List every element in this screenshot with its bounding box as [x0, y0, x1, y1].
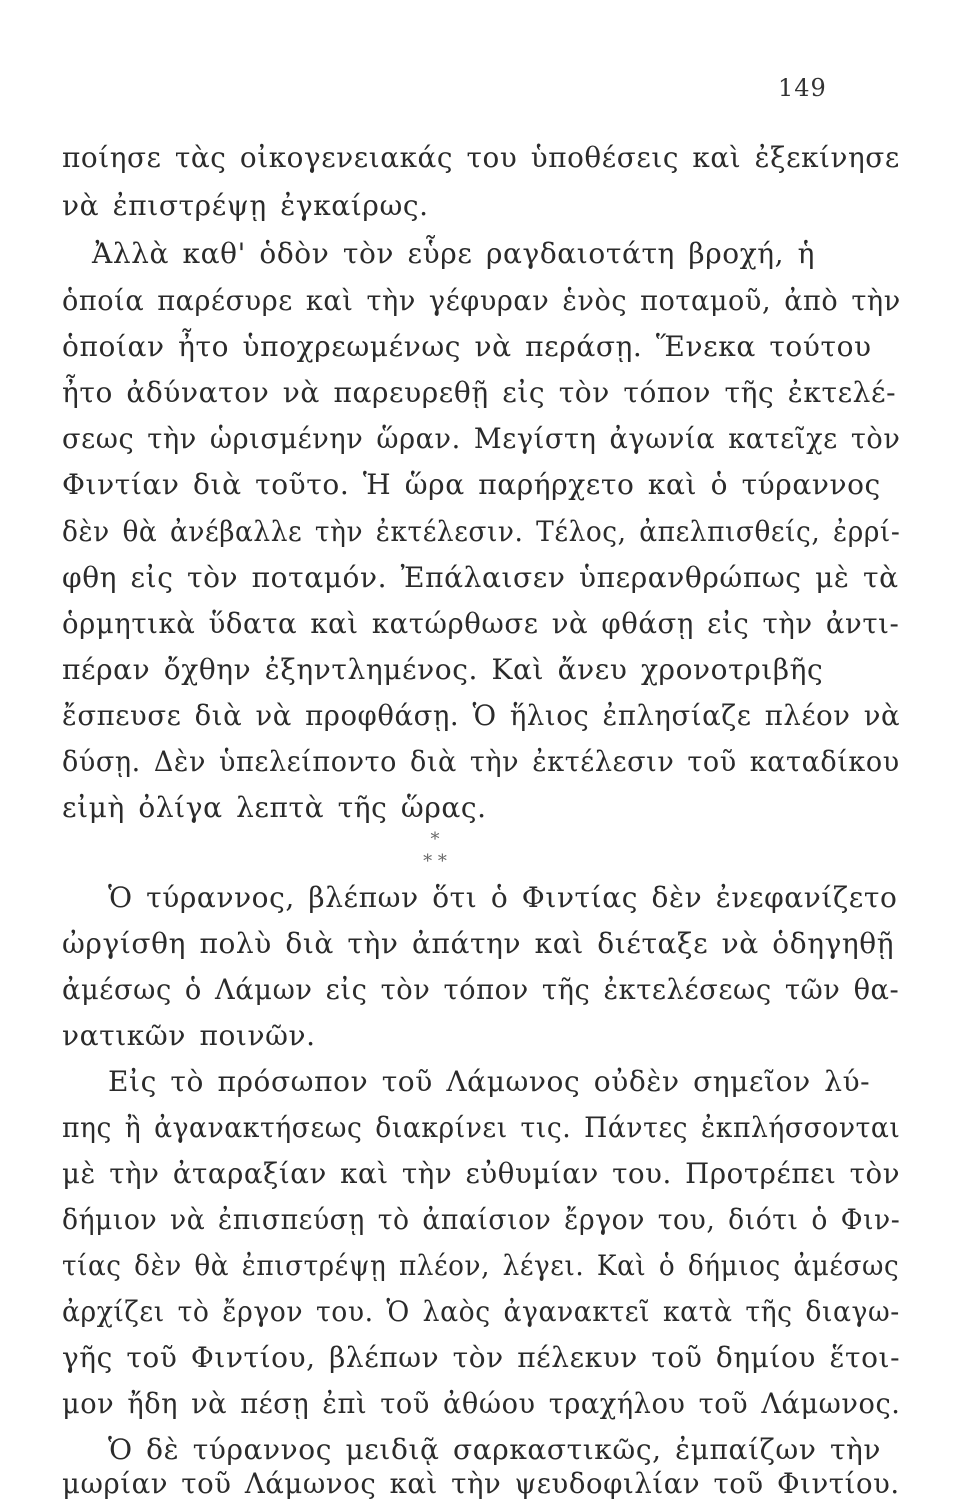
text-line: φθη εἰς τὸν ποταμόν. Ἐπάλαισεν ὑπερανθρώπως μὲ τὰ — [62, 561, 899, 594]
text-line: δὲν θὰ ἀνέβαλλε τὴν ἐκτέλεσιν. Τέλος, ἀπελπισθείς, ἐρρί- — [62, 515, 901, 548]
text-line: μὲ τὴν ἀταραξίαν καὶ τὴν εὐθυμίαν του. Προτρέπει τὸν — [62, 1157, 901, 1190]
text-line: ὁποίαν ἦτο ὑποχρεωμένως νὰ περάσῃ. Ἕνεκα τούτου — [62, 330, 872, 363]
text-line: τίας δὲν θὰ ἐπιστρέψῃ πλέον, λέγει. Καὶ ὁ δήμιος ἀμέσως — [62, 1249, 900, 1282]
text-line: ποίησε τὰς οἰκογενειακάς του ὑποθέσεις καὶ ἐξεκίνησε — [62, 141, 900, 174]
text-line: Εἰς τὸ πρόσωπον τοῦ Λάμωνος οὐδὲν σημεῖον λύ- — [108, 1065, 871, 1098]
text-line: γῆς τοῦ Φιντίου, βλέπων τὸν πέλεκυν τοῦ δημίου ἕτοι- — [62, 1341, 901, 1374]
text-line: μον ἤδη νὰ πέσῃ ἐπὶ τοῦ ἀθώου τραχήλου τοῦ Λάμωνος. — [62, 1387, 901, 1420]
text-line: ὁρμητικὰ ὕδατα καὶ κατώρθωσε νὰ φθάσῃ εἰς τὴν ἀντι- — [62, 607, 900, 640]
text-line: ὁποία παρέσυρε καὶ τὴν γέφυραν ἑνὸς ποταμοῦ, ἀπὸ τὴν — [62, 284, 901, 317]
text-line: Ὁ δὲ τύραννος μειδιᾷ σαρκαστικῶς, ἐμπαίζων τὴν — [108, 1433, 882, 1466]
text-line: ὠργίσθη πολὺ διὰ τὴν ἀπάτην καὶ διέταξε νὰ ὁδηγηθῇ — [62, 927, 895, 960]
text-line: Φιντίαν διὰ τοῦτο. Ἡ ὥρα παρήρχετο καὶ ὁ τύραννος — [62, 468, 881, 501]
text-line: νατικῶν ποινῶν. — [62, 1019, 316, 1052]
text-line: δήμιον νὰ ἐπισπεύσῃ τὸ ἀπαίσιον ἔργον του, διότι ὁ Φιν- — [62, 1203, 901, 1236]
section-separator-bottom: * * — [423, 851, 447, 872]
text-line: ἀρχίζει τὸ ἔργον του. Ὁ λαὸς ἀγανακτεῖ κατὰ τῆς διαγω- — [62, 1295, 900, 1328]
text-line: πέραν ὄχθην ἐξηντλημένος. Καὶ ἄνευ χρονοτριβῆς — [62, 653, 824, 686]
text-line: ἦτο ἀδύνατον νὰ παρευρεθῇ εἰς τὸν τόπον τῆς ἐκτελέ- — [62, 376, 897, 409]
section-separator-top: * — [430, 829, 440, 850]
text-line: ἀμέσως ὁ Λάμων εἰς τὸν τόπον τῆς ἐκτελέσεως τῶν θα- — [62, 973, 900, 1006]
text-line: νὰ ἐπιστρέψῃ ἐγκαίρως. — [62, 189, 429, 222]
text-line: εἰμὴ ὀλίγα λεπτὰ τῆς ὥρας. — [62, 791, 487, 824]
page-number: 149 — [778, 74, 827, 102]
text-line: ἔσπευσε διὰ νὰ προφθάσῃ. Ὁ ἥλιος ἐπλησίαζε πλέον νὰ — [62, 699, 901, 732]
text-line: δύσῃ. Δὲν ὑπελείποντο διὰ τὴν ἐκτέλεσιν τοῦ καταδίκου — [62, 745, 900, 778]
text-line: σεως τὴν ὡρισμένην ὥραν. Μεγίστη ἀγωνία κατεῖχε τὸν — [62, 422, 901, 455]
text-line: Ἀλλὰ καθ' ὁδὸν τὸν εὗρε ραγδαιοτάτη βροχή, ἡ — [92, 237, 816, 270]
text-line: Ὁ τύραννος, βλέπων ὅτι ὁ Φιντίας δὲν ἐνεφανίζετο — [108, 881, 898, 914]
text-line: μωρίαν τοῦ Λάμωνος καὶ τὴν ψευδοφιλίαν τοῦ Φιντίου. — [62, 1467, 900, 1500]
text-line: πης ἢ ἀγανακτήσεως διακρίνει τις. Πάντες ἐκπλήσσονται — [62, 1111, 901, 1144]
